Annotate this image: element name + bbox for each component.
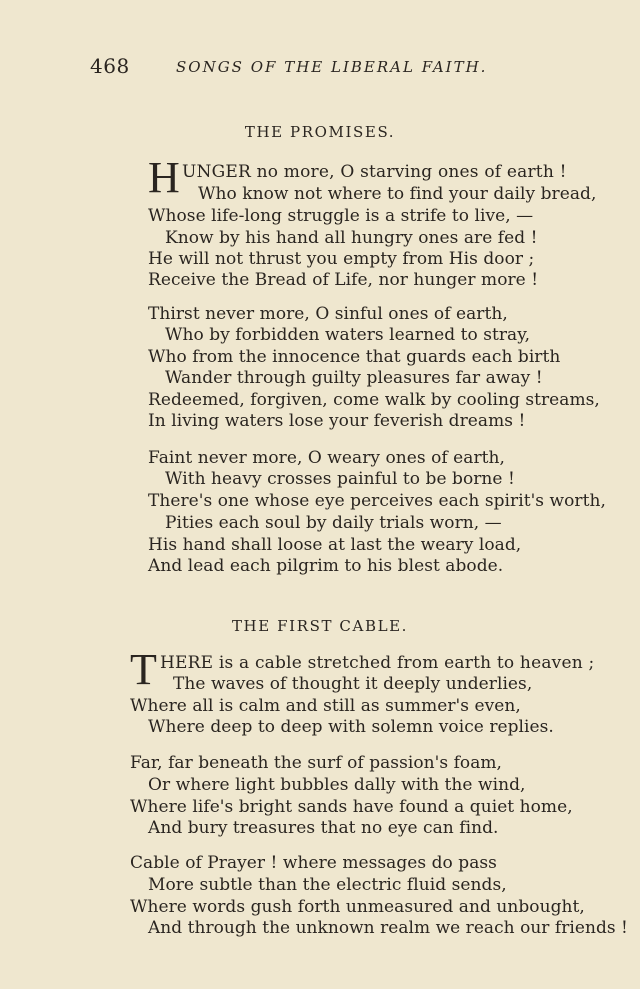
poem-line: Who know not where to find your daily bread,	[198, 184, 597, 204]
poem-line: He will not thrust you empty from His door ;	[148, 249, 535, 269]
poem-line: Who from the innocence that guards each birth	[148, 347, 561, 367]
poem-line: And bury treasures that no eye can find.	[148, 818, 499, 838]
poem-line: Who by forbidden waters learned to stray,	[165, 325, 531, 345]
poem-line: Or where light bubbles dally with the wind,	[148, 775, 526, 795]
poem-line: And through the unknown realm we reach our friends !	[148, 918, 628, 938]
poem-line: Redeemed, forgiven, come walk by cooling streams,	[148, 390, 600, 410]
poem-line: Far, far beneath the surf of passion's foam,	[130, 753, 503, 773]
poem-title: THE PROMISES.	[244, 123, 396, 141]
poem-line: UNGER no more, O starving ones of earth !	[182, 162, 567, 182]
poem-line: Whose life-long struggle is a strife to live, —	[148, 206, 534, 226]
poem-line: Where all is calm and still as summer's even,	[130, 696, 521, 716]
poem-line: Faint never more, O weary ones of earth,	[148, 448, 505, 468]
poem-line: Pities each soul by daily trials worn, —	[165, 513, 502, 533]
poem-line: Thirst never more, O sinful ones of earth,	[148, 304, 508, 324]
running-title: SONGS OF THE LIBERAL FAITH.	[176, 58, 488, 76]
poem-title: THE FIRST CABLE.	[231, 617, 409, 635]
poem-line: Cable of Prayer ! where messages do pass	[130, 853, 497, 873]
poem-line: His hand shall loose at last the weary load,	[148, 535, 522, 555]
poem-line: Receive the Bread of Life, nor hunger more !	[148, 270, 539, 290]
poem-line: Where words gush forth unmeasured and unbought,	[130, 897, 585, 917]
poem-line: With heavy crosses painful to be borne !	[165, 469, 515, 489]
poem-line: In living waters lose your feverish dreams !	[148, 411, 526, 431]
poem-line: More subtle than the electric fluid sends,	[148, 875, 507, 895]
poem-line: There's one whose eye perceives each spirit's worth,	[148, 491, 606, 511]
poem-line: Where life's bright sands have found a quiet home,	[130, 797, 573, 817]
poem-line: Wander through guilty pleasures far away !	[165, 368, 543, 388]
drop-cap: T	[130, 645, 157, 694]
poem-line: The waves of thought it deeply underlies,	[173, 674, 533, 694]
drop-cap: H	[148, 153, 180, 202]
poem-line: And lead each pilgrim to his blest abode.	[148, 556, 504, 576]
poem-line: Where deep to deep with solemn voice replies.	[148, 717, 554, 737]
page-number: 468	[90, 54, 130, 78]
poem-line: HERE is a cable stretched from earth to heaven ;	[160, 653, 595, 673]
poem-line: Know by his hand all hungry ones are fed !	[165, 228, 538, 248]
